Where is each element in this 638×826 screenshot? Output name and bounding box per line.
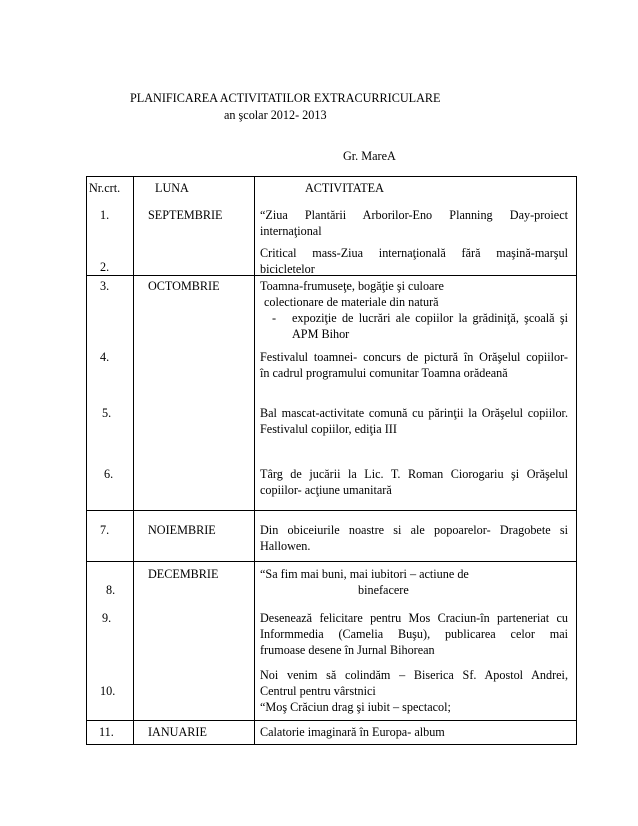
row-number: 11.: [99, 725, 114, 739]
row-number: 5.: [102, 406, 112, 420]
activity-text: Târg de jucării la Lic. T. Roman Ciorogariu şi Orăşelul: [260, 467, 568, 481]
activity-text: Din obiceiurile noastre si ale popoarelor- Dragobete si: [260, 523, 568, 537]
header-luna: LUNA: [155, 181, 189, 195]
activity-text: frumoase desene în Jurnal Bihorean: [260, 643, 435, 657]
activity-text: bicicletelor: [260, 262, 315, 276]
activity-text: Calatorie imaginară în Europa- album: [260, 725, 445, 739]
row-number: 3.: [100, 279, 110, 293]
activity-text: “Moş Crăciun drag şi iubit – spectacol;: [260, 700, 451, 714]
activity-text: Bal mascat-activitate comună cu părinţii la Orăşelul copiilor.: [260, 406, 568, 420]
activity-text: Noi venim să colindăm – Biserica Sf. Apostol Andrei,: [260, 668, 568, 682]
activity-text: “Sa fim mai buni, mai iubitori – actiune de: [260, 567, 469, 581]
activity-text: Toamna-frumuseţe, bogăţie şi culoare: [260, 279, 444, 293]
table-border-top: [86, 176, 577, 177]
list-bullet: -: [272, 311, 277, 325]
row-number: 2.: [100, 260, 110, 274]
activity-text: Festivalul copiilor, ediţia III: [260, 422, 397, 436]
row-number: 10.: [100, 684, 116, 698]
activity-text: “Ziua Plantării Arborilor-Eno Planning Day-proiect: [260, 208, 568, 222]
activity-text: expoziţie de lucrări ale copiilor la grădiniţă, şcoală şi: [292, 311, 568, 325]
activity-text: Informmedia (Camelia Buşu), publicarea celor mai: [260, 627, 568, 641]
document-title: PLANIFICAREA ACTIVITATILOR EXTRACURRICULARE: [130, 91, 441, 105]
row-divider: [86, 510, 577, 511]
row-number: 9.: [102, 611, 112, 625]
table-border-left: [86, 176, 87, 745]
activity-text: Desenează felicitare pentru Mos Craciun-în parteneriat cu: [260, 611, 568, 625]
group-name: Gr. MareA: [343, 149, 396, 163]
row-divider: [86, 720, 577, 721]
header-nr: Nr.crt.: [89, 181, 121, 195]
row-number: 1.: [100, 208, 110, 222]
activity-text: colectionare de materiale din natură: [264, 295, 439, 309]
table-border-bottom: [86, 744, 577, 745]
month-ianuarie: IANUARIE: [148, 725, 207, 739]
month-decembrie: DECEMBRIE: [148, 567, 219, 581]
month-septembrie: SEPTEMBRIE: [148, 208, 223, 222]
column-divider: [133, 176, 134, 745]
activity-text: Centrul pentru vârstnici: [260, 684, 376, 698]
row-divider: [86, 561, 577, 562]
activity-text: internaţional: [260, 224, 322, 238]
activity-text: Festivalul toamnei- concurs de pictură în Orăşelul copiilor-: [260, 350, 568, 364]
row-number: 6.: [104, 467, 114, 481]
row-number: 4.: [100, 350, 110, 364]
activity-text: Critical mass-Ziua internaţională fără maşină-marşul: [260, 246, 568, 260]
activity-text: Hallowen.: [260, 539, 311, 553]
table-border-right: [576, 176, 577, 745]
column-divider: [254, 176, 255, 745]
header-activitatea: ACTIVITATEA: [305, 181, 384, 195]
activity-text: APM Bihor: [292, 327, 350, 341]
row-number: 8.: [106, 583, 116, 597]
activity-text: binefacere: [358, 583, 409, 597]
row-number: 7.: [100, 523, 110, 537]
document-subtitle: an şcolar 2012- 2013: [224, 108, 327, 122]
month-noiembrie: NOIEMBRIE: [148, 523, 216, 537]
month-octombrie: OCTOMBRIE: [148, 279, 220, 293]
row-divider: [86, 275, 577, 276]
activity-text: în cadrul programului comunitar Toamna orădeană: [260, 366, 508, 380]
activity-text: copiilor- acţiune umanitară: [260, 483, 392, 497]
